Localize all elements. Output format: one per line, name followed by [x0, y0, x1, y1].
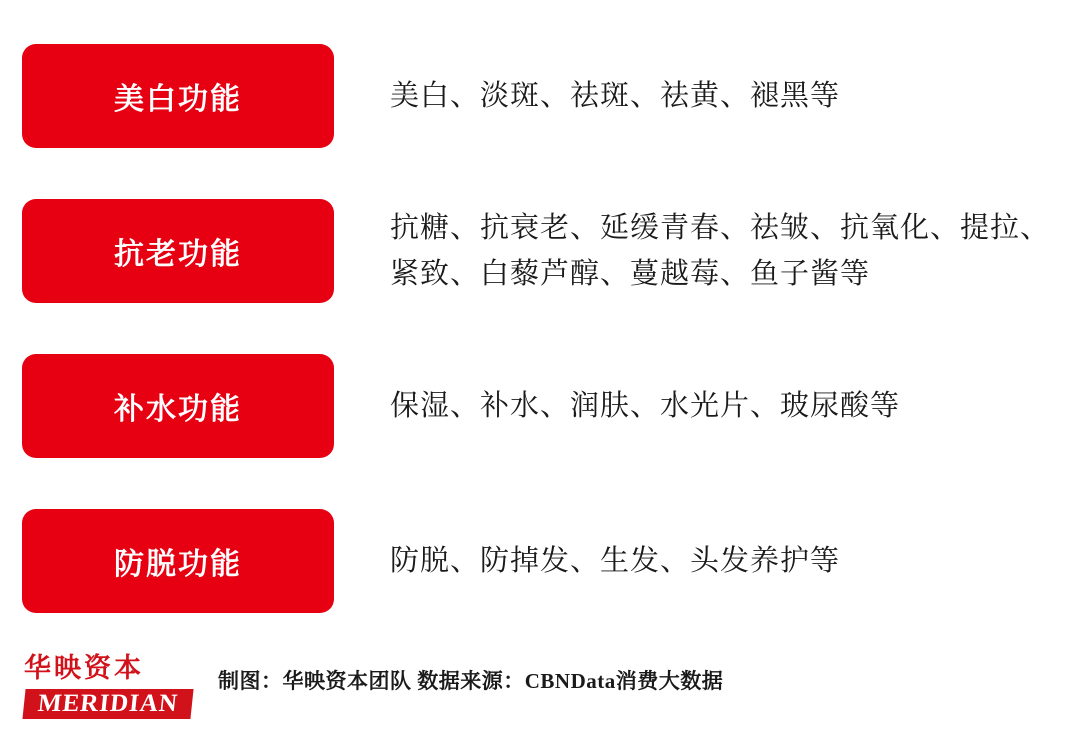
category-label: 防脱功能: [114, 547, 242, 581]
category-description: 保湿、补水、润肤、水光片、玻尿酸等: [390, 389, 901, 422]
brand-logo: [24, 651, 196, 721]
list-item: [0, 173, 1080, 328]
footer-inner: [0, 619, 1080, 739]
brand-logo-english: MERIDIAN: [22, 689, 193, 719]
list-item: [0, 328, 1080, 483]
category-label: 抗老功能: [114, 237, 242, 271]
category-label-box: [22, 509, 334, 613]
category-label-box: [22, 354, 334, 458]
category-label: 补水功能: [114, 392, 242, 426]
list-item: [0, 18, 1080, 173]
category-description: 抗糖、抗衰老、延缓青春、祛皱、抗氧化、提拉、紧致、白藜芦醇、蔓越莓、鱼子酱等: [390, 211, 1051, 290]
category-label-box: [22, 199, 334, 303]
category-label: 美白功能: [114, 82, 242, 116]
category-description: 防脱、防掉发、生发、头发养护等: [390, 544, 841, 577]
category-label-box: [22, 44, 334, 148]
credit-line: 制图：华映资本团队 数据来源：CBNData消费大数据: [218, 669, 724, 693]
list-item: [0, 483, 1080, 638]
brand-logo-chinese: 华映资本: [24, 653, 144, 683]
category-description: 美白、淡斑、祛斑、祛黄、褪黑等: [390, 79, 841, 112]
footer: [0, 619, 1080, 739]
